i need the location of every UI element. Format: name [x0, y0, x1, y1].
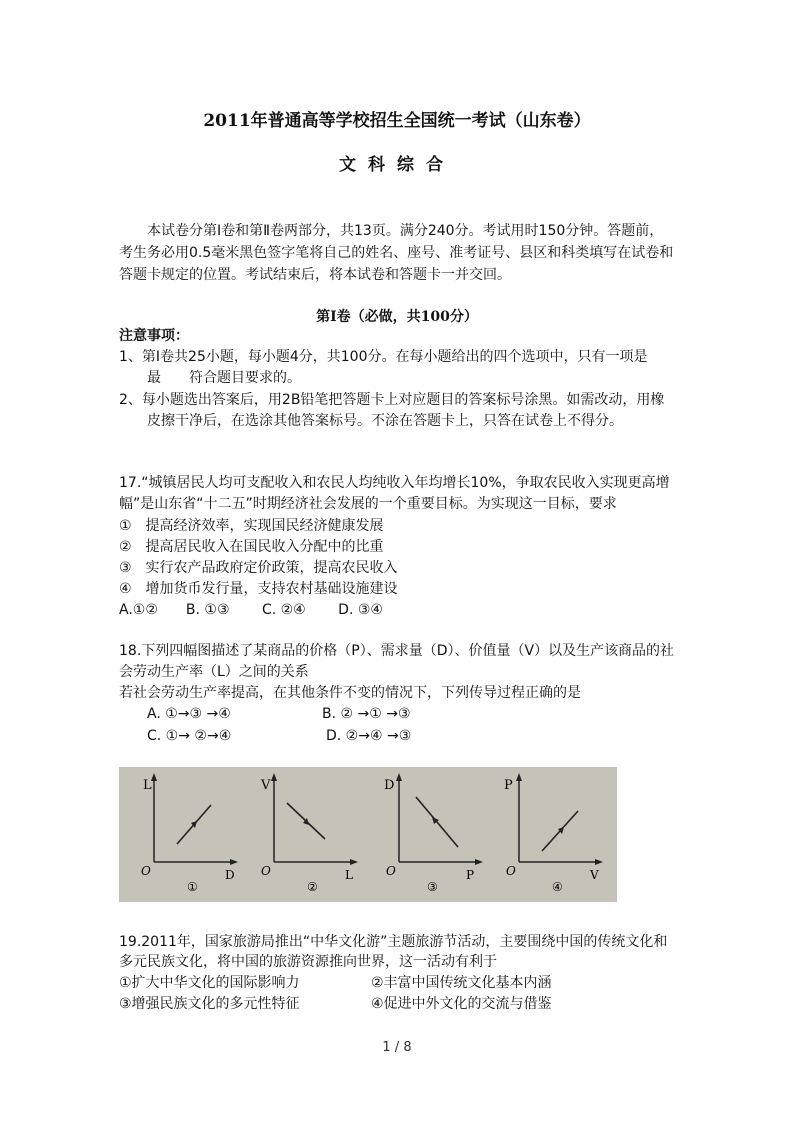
y-arrow-icon — [396, 773, 402, 781]
x-arrow-icon — [230, 859, 238, 865]
intro-line: 答题卡规定的位置。考试结束后，将本试卷和答题卡一并交回。 — [119, 267, 511, 283]
graph-caption: ② — [307, 880, 318, 894]
graph-caption: ④ — [552, 880, 563, 894]
graph-caption: ① — [187, 880, 198, 894]
q19-item: ①扩大中华文化的国际影响力 — [119, 975, 300, 991]
graph-4 — [504, 773, 603, 894]
graph-3 — [384, 773, 483, 894]
intro-line: 本试卷分第Ⅰ卷和第Ⅱ卷两部分，共13页。满分240分。考试用时150分钟。答题前， — [147, 223, 664, 239]
q19-stem: 多元民族文化，将中国的旅游资源推向世界，这一活动有利于 — [119, 954, 497, 970]
y-arrow-icon — [516, 773, 522, 781]
q18-graphs — [119, 767, 617, 902]
origin-label: O — [386, 864, 396, 878]
notes-title: 注意事项： — [119, 328, 189, 344]
q19-item: ②丰富中国传统文化基本内涵 — [371, 975, 552, 991]
x-axis-label: V — [590, 868, 599, 882]
q18-stem: 若社会劳动生产率提高，在其他条件不变的情况下，下列传导过程正确的是 — [119, 685, 581, 701]
y-axis-label: P — [504, 778, 513, 793]
y-axis-label: L — [143, 778, 152, 793]
note-line: 皮擦干净后，在选涂其他答案标号。不涂在答题卡上，只答在试卷上不得分。 — [147, 413, 623, 429]
q19-item: ④促进中外文化的交流与借鉴 — [371, 996, 552, 1012]
intro-line: 考生务必用0.5毫米黑色签字笔将自己的姓名、座号、准考证号、县区和科类填写在试卷和 — [119, 245, 674, 261]
page-subtitle: 文科综合 — [339, 155, 455, 175]
y-arrow-icon — [151, 773, 157, 781]
q19-item: ③增强民族文化的多元性特征 — [119, 996, 300, 1012]
q17-options: A.①② B. ①③ C. ②④ D. ③④ — [119, 602, 383, 618]
note-line: 2、每小题选出答案后，用2B铅笔把答题卡上对应题目的答案标号涂黑。如需改动，用橡 — [119, 392, 665, 408]
graph-line — [416, 797, 458, 847]
q18-stem: 18.下列四幅图描述了某商品的价格（P）、需求量（D）、价值量（V）以及生产该商品的社 — [119, 643, 675, 659]
q17-item: ② 提高居民收入在国民收入分配中的比重 — [119, 539, 384, 555]
q18-option: A. ①→③ →④ — [147, 706, 231, 722]
x-axis-label: D — [225, 868, 235, 882]
x-arrow-icon — [350, 859, 358, 865]
q18-option: B. ② →① →③ — [322, 706, 411, 722]
y-axis-label: D — [384, 778, 395, 793]
graph-1 — [141, 773, 238, 894]
origin-label: O — [506, 864, 516, 878]
page-title: 2011年普通高等学校招生全国统一考试（山东卷） — [203, 111, 591, 131]
q17-item: ① 提高经济效率，实现国民经济健康发展 — [119, 518, 384, 534]
graph-caption: ③ — [427, 880, 438, 894]
y-axis-label: V — [261, 778, 271, 793]
q17-stem: 幅”是山东省“十二五”时期经济社会发展的一个重要目标。为实现这一目标，要求 — [119, 496, 617, 512]
section-heading: 第Ⅰ卷（必做，共100分） — [316, 309, 478, 325]
x-arrow-icon — [475, 859, 483, 865]
q19-stem: 19.2011年，国家旅游局推出“中华文化游”主题旅游节活动，主要围绕中国的传统文化和 — [119, 934, 668, 950]
note-line: 1、第Ⅰ卷共25小题，每小题4分，共100分。在每小题给出的四个选项中，只有一项是 — [119, 349, 648, 365]
origin-label: O — [261, 864, 271, 878]
x-axis-label: L — [345, 868, 353, 882]
note-line: 最 符合题目要求的。 — [147, 370, 301, 386]
graph-2 — [260, 773, 358, 894]
q17-item: ④ 增加货币发行量，支持农村基础设施建设 — [119, 581, 398, 597]
q18-figure — [119, 767, 617, 902]
origin-label: O — [141, 864, 151, 878]
q17-stem: 17.“城镇居民人均可支配收入和农民人均纯收入年均增长10%，争取农民收入实现更高增 — [119, 475, 670, 491]
q18-stem: 会劳动生产率（L）之间的关系 — [119, 664, 309, 680]
y-arrow-icon — [271, 773, 277, 781]
page-number: 1 / 8 — [382, 1040, 412, 1055]
q18-option: C. ①→ ②→④ — [147, 728, 232, 744]
q17-item: ③ 实行农产品政府定价政策，提高农民收入 — [119, 560, 398, 576]
q18-option: D. ②→④ →③ — [326, 728, 412, 744]
x-arrow-icon — [595, 859, 603, 865]
x-axis-label: P — [466, 868, 475, 882]
